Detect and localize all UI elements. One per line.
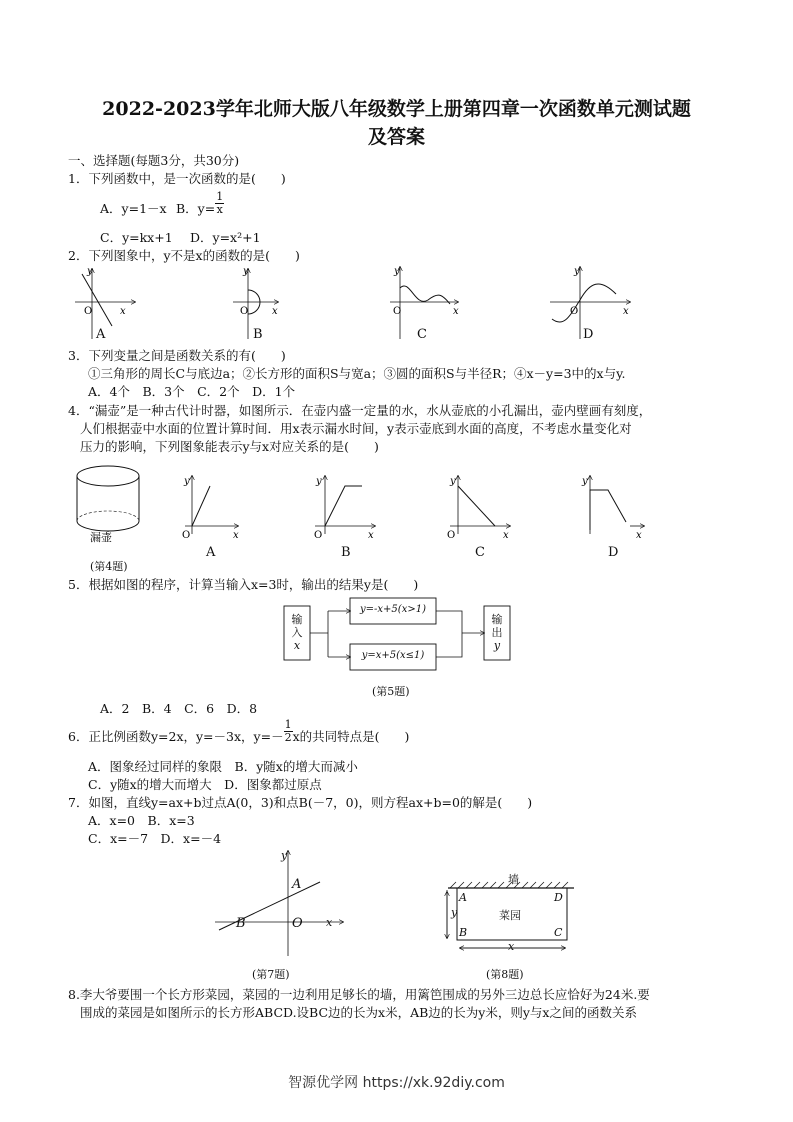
q8-garden-label: 菜园 <box>499 909 521 922</box>
q4-line3: 压力的影响，下列图象能表示y与x对应关系的是( ) <box>80 439 379 454</box>
q8-y-label: y <box>451 906 458 919</box>
q3-options: A．4个 B．3个 C．2个 D．1个 <box>88 384 296 399</box>
q4-graph-c <box>447 476 510 541</box>
q1-option-a: A．y=1－x <box>100 201 167 216</box>
flow-output-char: 出 <box>491 626 503 639</box>
q1-option-b <box>176 190 224 217</box>
svg-text:y: y <box>394 266 400 277</box>
q8-line2: 围成的菜园是如图所示的长方形ABCD.设BC边的长为x米，AB边的长为y米，则y与x之间的函数关系 <box>80 1005 637 1020</box>
q4-line2: 人们根据壶中水面的位置计算时间．用x表示漏水时间，y表示壶底到水面的高度，不考虑水量变化对 <box>80 421 632 436</box>
q2-label-d: D <box>583 327 594 342</box>
q1-stem: 1．下列函数中，是一次函数的是( ) <box>68 171 286 186</box>
q7-point-a: A <box>292 877 302 892</box>
fraction-denominator: x <box>216 203 223 216</box>
svg-text:y: y <box>316 476 322 487</box>
q1-option-b-fraction <box>215 191 224 216</box>
flow-box-top: y=-x+5(x>1) <box>360 604 426 615</box>
q4-graph-a <box>182 476 239 541</box>
svg-text:O: O <box>182 530 191 541</box>
q8-vertex-c: C <box>554 926 563 939</box>
q7-stem: 7．如图，直线y=ax+b过点A(0，3)和点B(－7，0)，则方程ax+b=0的解是( ) <box>68 795 533 810</box>
flow-output-char: 输 <box>491 613 503 626</box>
svg-text:x: x <box>623 306 629 317</box>
fraction-denominator: 2 <box>284 731 292 744</box>
svg-text:x: x <box>453 306 459 317</box>
svg-text:x: x <box>503 530 509 541</box>
document-title-line2: 及答案 <box>367 126 425 148</box>
section-heading: 一、选择题(每题3分，共30分) <box>68 153 240 168</box>
fraction-numerator: 1 <box>216 190 224 203</box>
q7-origin: O <box>292 916 303 931</box>
q2-label-a: A <box>96 327 106 342</box>
svg-text:O: O <box>84 306 93 317</box>
q4-label-b: B <box>341 545 351 560</box>
flow-output-var: y <box>493 639 501 652</box>
q5-caption: (第5题) <box>372 685 410 698</box>
flow-input-char: 输 <box>291 613 303 626</box>
flow-input-var: x <box>293 639 301 652</box>
q8-caption: (第8题) <box>486 968 524 981</box>
q8-line1: 8.李大爷要围一个长方形菜园，菜园的一边利用足够长的墙，用篱笆围成的另外三边总长应恰好为24米.要 <box>68 987 650 1002</box>
leaking-pot-figure <box>77 466 139 538</box>
q7-graph <box>205 846 355 966</box>
q4-figures <box>70 458 660 558</box>
svg-text:x: x <box>120 306 126 317</box>
svg-text:y: y <box>243 266 249 277</box>
q6-options-ab: A．图象经过同样的象限 B．y随x的增大而减小 <box>88 759 358 774</box>
q2-label-c: C <box>417 327 427 342</box>
q1-option-d: D．y=x²+1 <box>190 230 261 245</box>
svg-text:x: x <box>636 530 642 541</box>
q6-stem-part1: 6．正比例函数y=2x，y=－3x，y=－ <box>68 729 284 744</box>
svg-text:y: y <box>582 476 588 487</box>
svg-text:O: O <box>240 306 249 317</box>
q4-graph-b <box>314 476 375 541</box>
q3-statements: ①三角形的周长C与底边a；②长方形的面积S与宽a；③圆的面积S与半径R；④x－y=3中的x与y. <box>88 366 626 381</box>
q7-options-ab: A．x=0 B．x=3 <box>88 813 195 828</box>
svg-text:x: x <box>368 530 374 541</box>
q8-vertex-a: A <box>459 891 467 904</box>
svg-text:x: x <box>272 306 278 317</box>
q5-stem: 5．根据如图的程序，计算当输入x=3时，输出的结果y是( ) <box>68 577 419 592</box>
flow-box-bottom: y=x+5(x≤1) <box>361 650 425 661</box>
q1-option-b-prefix: B．y= <box>176 201 216 216</box>
flow-output-box <box>486 613 508 652</box>
svg-text:O: O <box>570 306 579 317</box>
q6-fraction <box>284 719 293 744</box>
fraction-numerator: 1 <box>284 718 292 731</box>
q7-caption: (第7题) <box>252 968 290 981</box>
q7-x-axis-label: x <box>326 916 333 929</box>
q3-stem: 3．下列变量之间是函数关系的有( ) <box>68 348 286 363</box>
flow-input-box <box>286 613 308 652</box>
q4-label-a: A <box>206 545 216 560</box>
q4-label-d: D <box>608 545 619 560</box>
q5-options: A．2 B．4 C．6 D．8 <box>100 701 258 716</box>
q2-graphs <box>60 264 660 346</box>
q7-y-axis-label: y <box>281 849 288 862</box>
svg-text:y: y <box>87 266 93 277</box>
svg-text:y: y <box>574 266 580 277</box>
svg-text:O: O <box>314 530 323 541</box>
q4-graph-d <box>581 476 644 541</box>
q6-stem-part2: x的共同特点是( ) <box>292 729 410 744</box>
q8-vertex-b: B <box>459 926 468 939</box>
document-title-line1: 2022-2023学年北师大版八年级数学上册第四章一次函数单元测试题 <box>102 98 691 120</box>
flow-input-char: 入 <box>291 626 303 639</box>
q7-point-b: B <box>236 916 246 931</box>
q4-label-c: C <box>475 545 485 560</box>
q7-options-cd: C．x=－7 D．x=－4 <box>88 831 222 846</box>
q8-wall-label: 墙 <box>508 873 519 886</box>
footer-watermark: 智源优学网 https://xk.92diy.com <box>288 1075 505 1091</box>
q2-label-b: B <box>253 327 263 342</box>
q6-options-cd: C．y随x的增大而增大 D．图象都过原点 <box>88 777 322 792</box>
svg-text:y: y <box>450 476 456 487</box>
q6-stem <box>68 718 410 745</box>
q4-caption: (第4题) <box>90 560 128 573</box>
pot-label: 漏壶 <box>90 531 112 544</box>
q1-option-c: C．y=kx+1 <box>100 230 173 245</box>
svg-text:O: O <box>393 306 402 317</box>
q8-x-label: x <box>508 940 515 953</box>
svg-text:x: x <box>233 530 239 541</box>
svg-text:y: y <box>184 476 190 487</box>
q2-stem: 2．下列图象中，y不是x的函数的是( ) <box>68 248 300 263</box>
q4-line1: 4．“漏壶”是一种古代计时器，如图所示．在壶内盛一定量的水，水从壶底的小孔漏出，壶内壁画有刻度， <box>68 403 652 418</box>
svg-text:O: O <box>447 530 456 541</box>
q8-vertex-d: D <box>554 891 563 904</box>
